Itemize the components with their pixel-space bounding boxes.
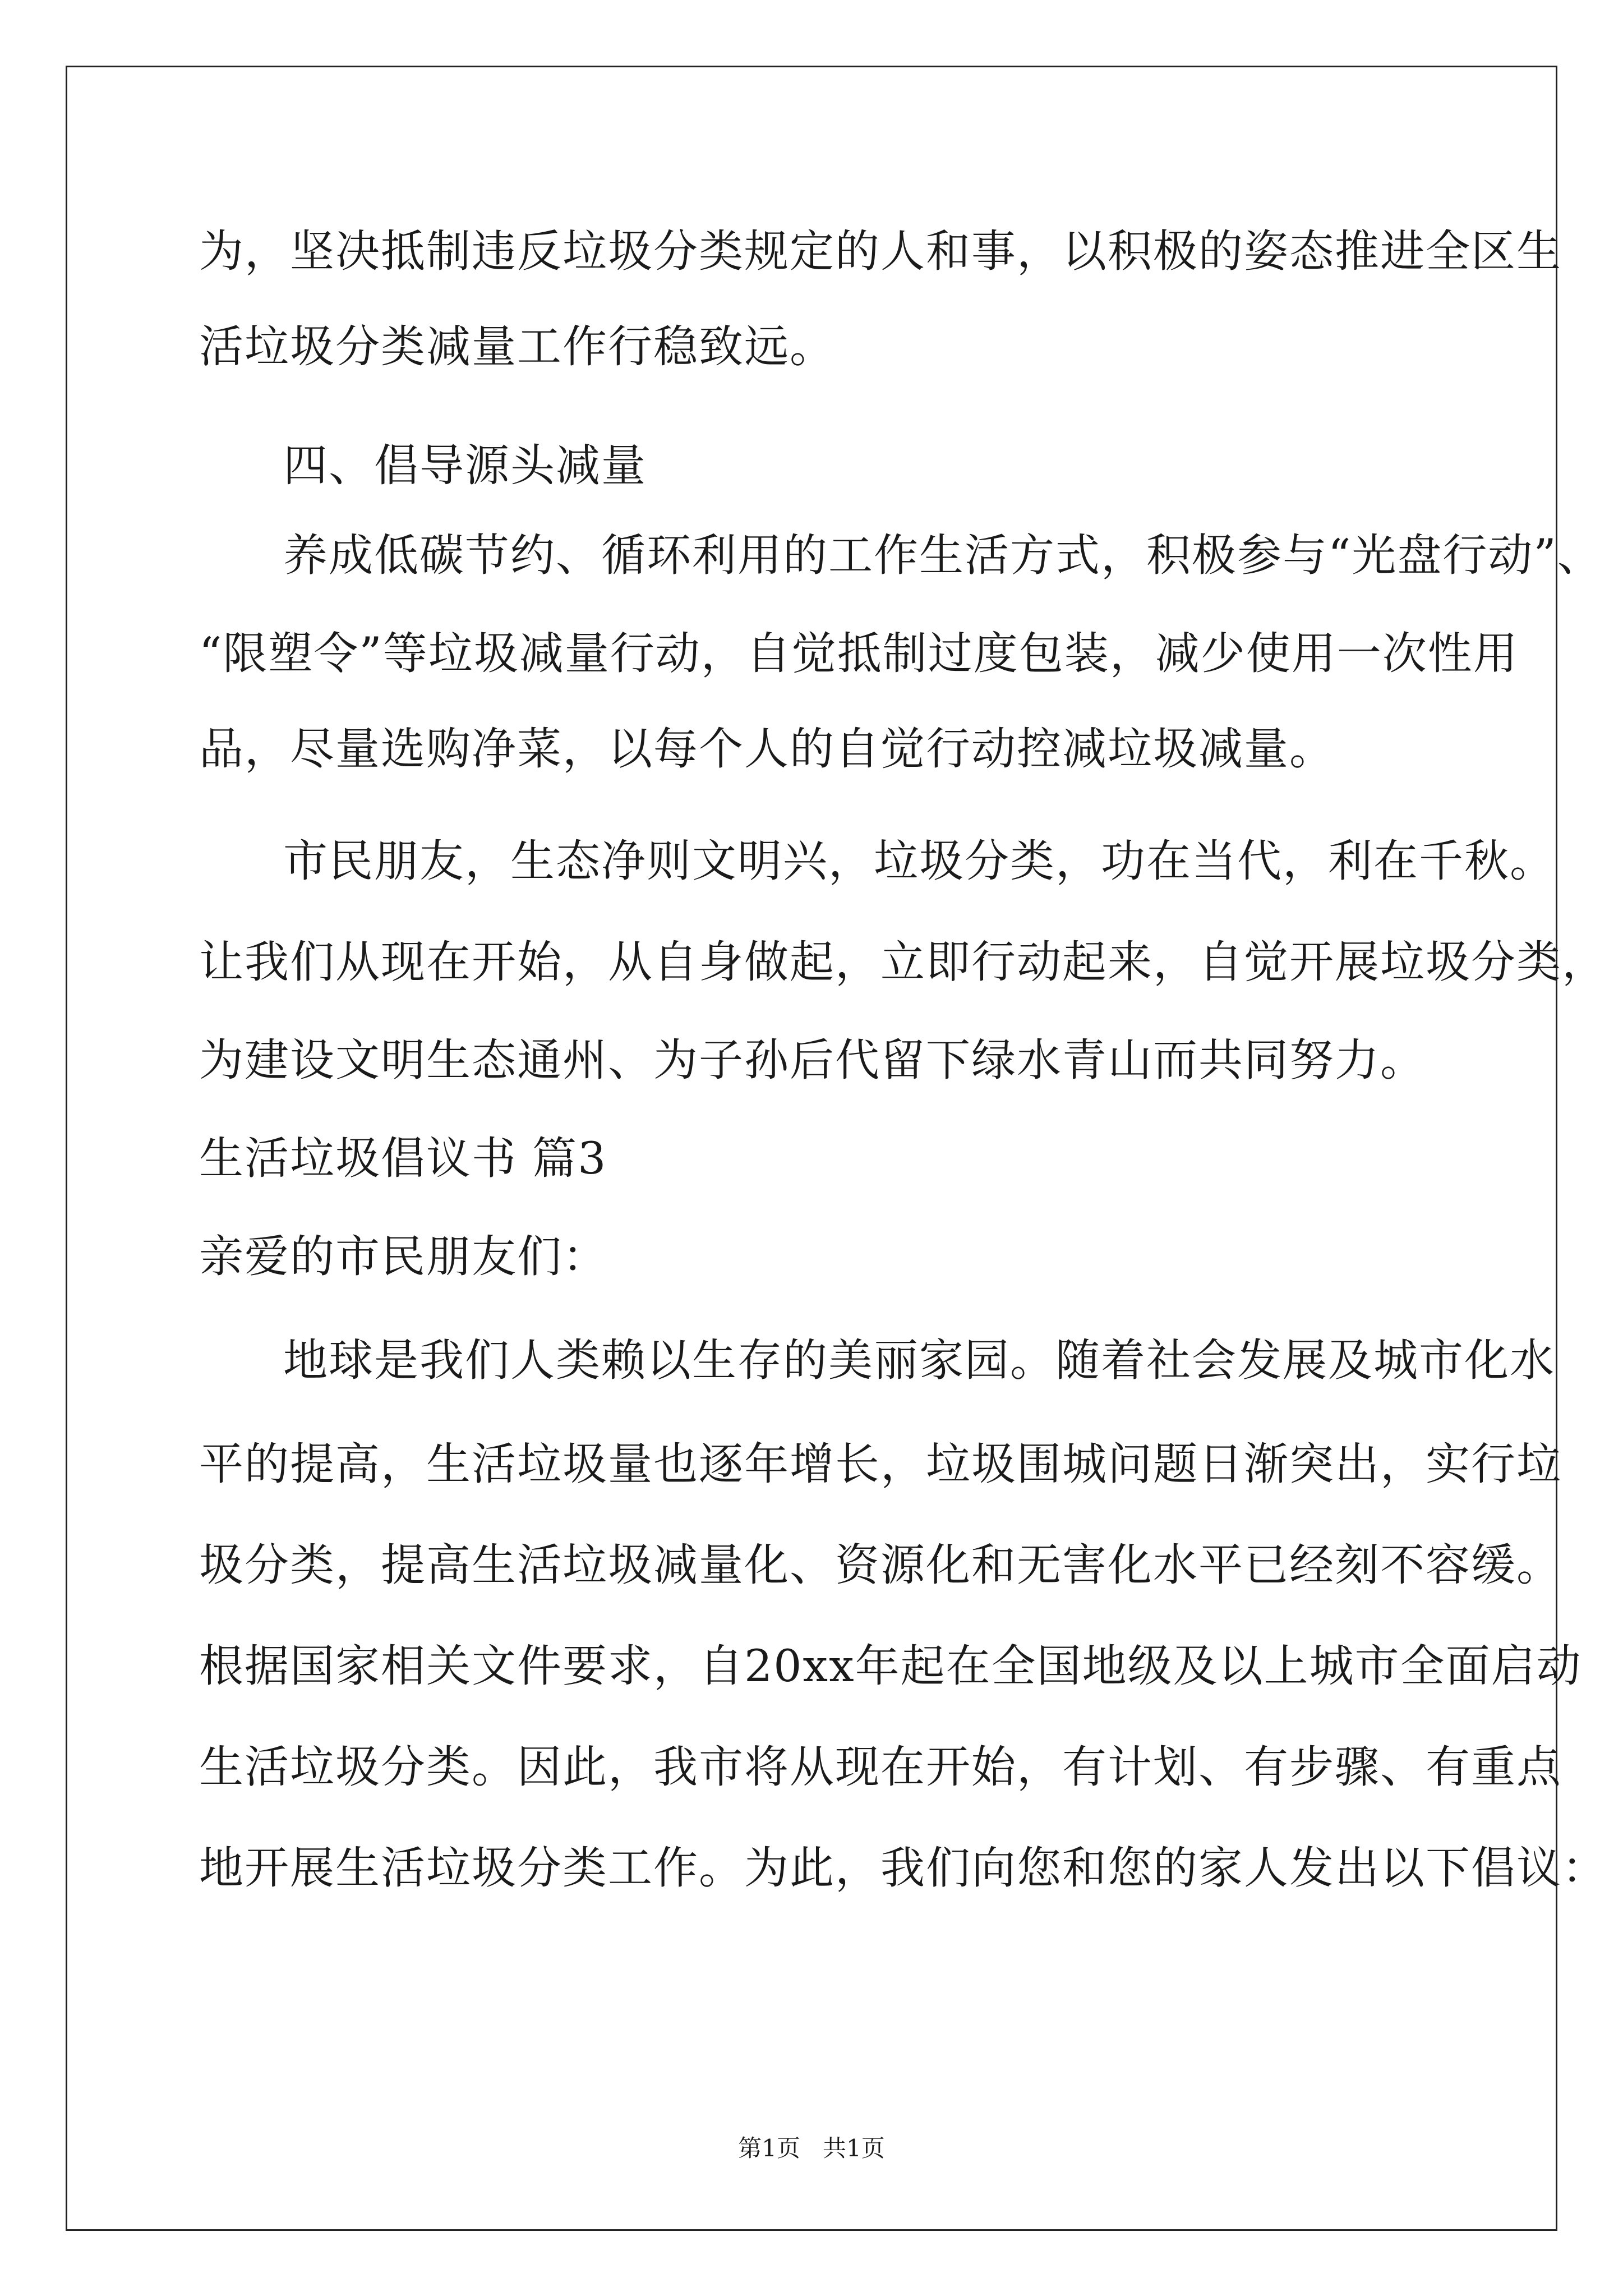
text-line-2: 活垃圾分类减量工作行稳致远。	[199, 321, 835, 372]
text-line-15: 根据国家相关文件要求，自20xx年起在全国地级及以上城市全面启动	[199, 1640, 1582, 1692]
text-line-7: 市民朋友，生态净则文明兴，垃圾分类，功在当代，利在千秋。	[283, 835, 1555, 887]
text-line-14: 圾分类，提高生活垃圾减量化、资源化和无害化水平已经刻不容缓。	[199, 1539, 1562, 1591]
page-footer: 第1页 共1页	[738, 2134, 885, 2162]
text-line-5: “限塑令”等垃圾减量行动，自觉抵制过度包装，减少使用一次性用	[199, 628, 1519, 679]
text-line-16: 生活垃圾分类。因此，我市将从现在开始，有计划、有步骤、有重点	[199, 1741, 1562, 1793]
document-heading: 生活垃圾倡议书 篇3	[199, 1133, 607, 1184]
text-line-1: 为，坚决抵制违反垃圾分类规定的人和事，以积极的姿态推进全区生	[199, 226, 1562, 277]
text-line-12: 地球是我们人类赖以生存的美丽家园。随着社会发展及城市化水	[283, 1335, 1555, 1386]
salutation: 亲爱的市民朋友们：	[199, 1231, 608, 1282]
text-line-8: 让我们从现在开始，从自身做起，立即行动起来，自觉开展垃圾分类，	[199, 936, 1607, 988]
text-line-6: 品，尽量选购净菜，以每个人的自觉行动控减垃圾减量。	[199, 723, 1335, 775]
text-line-13: 平的提高，生活垃圾量也逐年增长，垃圾围城问题日渐突出，实行垃	[199, 1438, 1562, 1490]
text-line-4: 养成低碳节约、循环利用的工作生活方式，积极参与“光盘行动”、	[283, 530, 1603, 581]
section-heading-4: 四、倡导源头减量	[283, 440, 647, 491]
text-line-17: 地开展生活垃圾分类工作。为此，我们向您和您的家人发出以下倡议：	[199, 1842, 1607, 1894]
text-line-9: 为建设文明生态通州、为子孙后代留下绿水青山而共同努力。	[199, 1034, 1426, 1086]
